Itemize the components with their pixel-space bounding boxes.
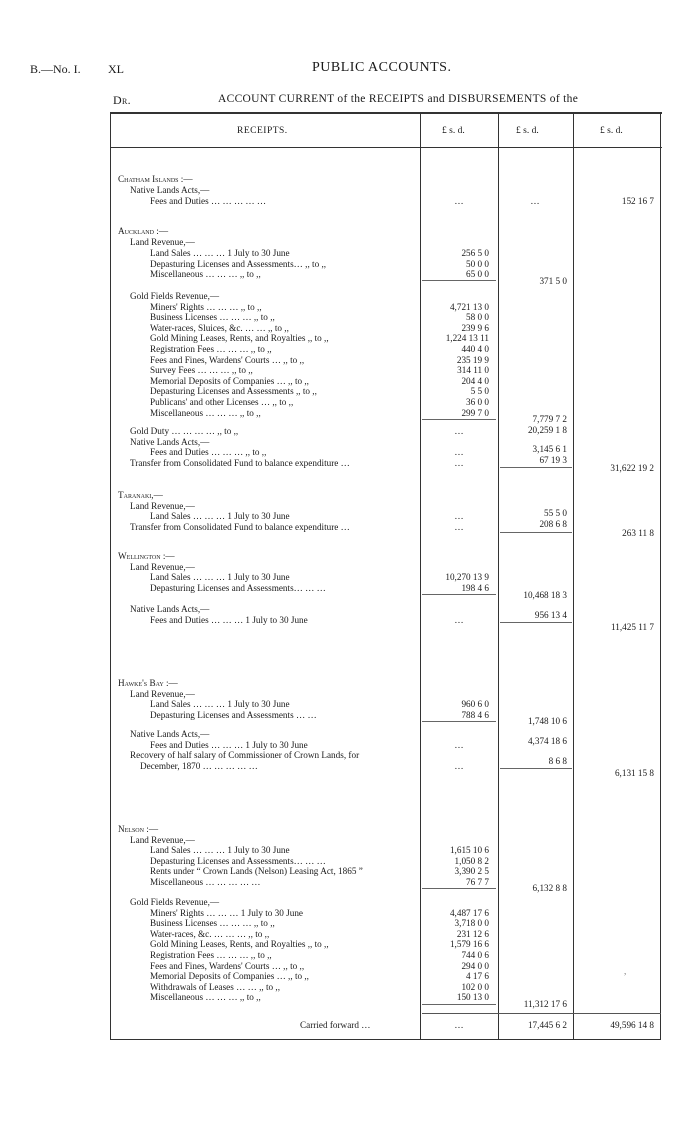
- wellington-lr-label-1: Depasturing Licenses and Assessments… … …: [150, 582, 326, 593]
- running-title: PUBLIC ACCOUNTS.: [312, 60, 452, 75]
- nelson-lr-total: 6,132 8 8: [532, 883, 567, 893]
- nelson-gf-label-8: Miscellaneous … … … ,, to ,,: [150, 992, 261, 1003]
- chatham-subheading: Native Lands Acts,—: [130, 185, 210, 195]
- auckland-gf-amt-0: 4,721 13 0: [449, 301, 489, 312]
- auckland-gf-label-6: Survey Fees … … … ,, to ,,: [150, 365, 253, 376]
- hawkes-lr-label-1: Depasturing Licenses and Assessments … …: [150, 709, 317, 720]
- wellington-native-item: Fees and Duties … … … 1 July to 30 June: [150, 614, 308, 625]
- nelson-lr-amt-2: 3,390 2 5: [454, 866, 489, 877]
- receipts-heading: RECEIPTS.: [237, 126, 288, 136]
- nelson-lr-amt-1: 1,050 8 2: [454, 855, 489, 866]
- hawkes-lr-rule: [422, 721, 496, 722]
- wellington-native-amt: 956 13 4: [534, 610, 567, 620]
- nelson-gf-label-0: Miners' Rights … … … 1 July to 30 June: [150, 907, 303, 918]
- auckland-gf-label-8: Depasturing Licenses and Assessments ,, to ,,: [150, 386, 317, 397]
- taranaki-transfer-amt: 208 6 8: [539, 518, 567, 529]
- taranaki-land-revenue: Land Revenue,—: [130, 500, 195, 511]
- table-right-rule: [660, 112, 661, 1040]
- nelson-heading: Nelson :—: [118, 824, 159, 834]
- wellington-heading: Wellington :—: [118, 551, 175, 561]
- auckland-gf-amt-3: 1,224 13 11: [445, 333, 489, 344]
- auckland-native-c1: …: [454, 447, 464, 458]
- wellington-total-rule: [500, 622, 572, 623]
- nelson-gf-amt-5: 294 0 0: [461, 960, 489, 971]
- auckland-gf-label-2: Water-races, Sluices, &c. … … ,, to ,,: [150, 322, 289, 333]
- taranaki-transfer-c1: …: [454, 521, 464, 532]
- nelson-lr-label-2: Rents under “ Crown Lands (Nelson) Leasing Act, 1865 ”: [150, 866, 363, 877]
- wellington-lr-label-0: Land Sales … … … 1 July to 30 June: [150, 572, 290, 583]
- wellington-land-revenue: Land Revenue,—: [130, 561, 195, 572]
- auckland-land-revenue: Land Revenue,—: [130, 237, 195, 247]
- nelson-lr-label-0: Land Sales … … … 1 July to 30 June: [150, 845, 290, 856]
- col1-heading: £ s. d.: [442, 126, 465, 136]
- auckland-gf-label-4: Registration Fees … … … ,, to ,,: [150, 344, 272, 354]
- carried-forward-c3: 49,596 14 8: [610, 1020, 654, 1030]
- nelson-comma-mark: ,: [624, 966, 627, 976]
- page-number: XL: [108, 62, 124, 76]
- account-title: ACCOUNT CURRENT of the RECEIPTS and DISBURSEMENTS of the: [218, 93, 579, 105]
- auckland-gf-amt-9: 36 0 0: [466, 397, 489, 407]
- hawkes-recovery-c1: …: [454, 760, 464, 771]
- auckland-gf-amt-2: 239 9 6: [461, 322, 489, 333]
- chatham-c2: …: [530, 196, 540, 206]
- hawkes-recovery-amt: 8 6 8: [548, 756, 567, 766]
- taranaki-ls-amt: 55 5 0: [544, 508, 567, 518]
- nelson-gf-label-1: Business Licenses … … … ,, to ,,: [150, 918, 275, 929]
- auckland-gf-label-7: Memorial Deposits of Companies … ,, to ,,: [150, 375, 309, 386]
- auckland-heading: Auckland :—: [118, 226, 169, 236]
- auckland-gf-label-1: Business Licenses … … … ,, to ,,: [150, 312, 275, 323]
- auckland-lr-total: 371 5 0: [539, 276, 567, 286]
- hawkes-total: 6,131 15 8: [614, 768, 654, 778]
- hawkes-lr-amt-0: 960 6 0: [461, 699, 489, 710]
- auckland-gf-amt-8: 5 5 0: [470, 386, 489, 397]
- auckland-transfer-c1: …: [454, 457, 464, 468]
- taranaki-heading: Taranaki,—: [118, 490, 163, 500]
- auckland-transfer: Transfer from Consolidated Fund to balance expenditure …: [130, 457, 350, 468]
- table-bottom-rule: [110, 1039, 661, 1040]
- auckland-gf-label-5: Fees and Fines, Wardens' Courts … ,, to ,,: [150, 354, 305, 365]
- auckland-gf-rule: [422, 419, 496, 420]
- col-rule-2: [498, 112, 499, 1040]
- auckland-gf-label-10: Miscellaneous … … … ,, to ,,: [150, 407, 261, 418]
- nelson-gf-amt-1: 3,718 0 0: [454, 918, 489, 929]
- auckland-total: 31,622 19 2: [610, 463, 654, 473]
- col-rule-3: [573, 112, 574, 1040]
- hawkes-lr-total: 1,748 10 6: [527, 716, 567, 726]
- auckland-gf-amt-7: 204 4 0: [461, 375, 489, 386]
- auckland-gold-duty-c1: …: [454, 426, 464, 436]
- wellington-lr-rule: [422, 594, 496, 595]
- chatham-total: 152 16 7: [621, 196, 654, 206]
- nelson-lr-rule: [422, 888, 496, 889]
- wellington-lr-amt-1: 198 4 6: [461, 582, 489, 593]
- taranaki-transfer: Transfer from Consolidated Fund to balance expenditure …: [130, 521, 350, 532]
- nelson-gf-label-5: Fees and Fines, Wardens' Courts … ,, to ,,: [150, 960, 305, 971]
- nelson-gf-label-7: Withdrawals of Leases … … ,, to ,,: [150, 981, 281, 992]
- carried-forward-rule: [422, 1013, 661, 1014]
- wellington-native-c1: …: [454, 614, 464, 625]
- nelson-gf-amt-3: 1,579 16 6: [449, 939, 489, 950]
- nelson-gf-amt-8: 150 13 0: [456, 992, 489, 1003]
- auckland-gold-duty: Gold Duty … … … … ,, to ,,: [130, 426, 239, 436]
- col2-heading: £ s. d.: [516, 126, 539, 136]
- auckland-gold-duty-amt: 20,259 1 8: [527, 424, 567, 435]
- nelson-gf-amt-7: 102 0 0: [461, 981, 489, 992]
- hawkes-native-c1: …: [454, 739, 464, 750]
- hawkes-native-item: Fees and Duties … … … 1 July to 30 June: [150, 739, 308, 750]
- auckland-lr-amt-1: 50 0 0: [466, 258, 489, 269]
- nelson-gf-label-6: Memorial Deposits of Companies … ,, to ,,: [150, 971, 309, 982]
- hawkes-heading: Hawke's Bay :—: [118, 678, 178, 688]
- auckland-gf-label-3: Gold Mining Leases, Rents, and Royalties ,, to ,,: [150, 333, 329, 344]
- taranaki-total: 263 11 8: [622, 528, 654, 538]
- auckland-gf-amt-6: 314 11 0: [457, 365, 489, 376]
- nelson-gf-total: 11,312 17 6: [523, 999, 567, 1009]
- auckland-native: Native Lands Acts,—: [130, 436, 210, 447]
- nelson-gf-label-2: Water-races, &c. … … … ,, to ,,: [150, 928, 270, 939]
- dr-label: Dr.: [113, 93, 131, 107]
- nelson-lr-label-1: Depasturing Licenses and Assessments… … …: [150, 855, 326, 866]
- nelson-gf-rule: [422, 1004, 496, 1005]
- auckland-gold-fields: Gold Fields Revenue,—: [130, 291, 220, 301]
- nelson-gf-amt-0: 4,487 17 6: [449, 907, 489, 918]
- hawkes-native: Native Lands Acts,—: [130, 729, 210, 739]
- nelson-gf-amt-4: 744 0 6: [461, 950, 489, 960]
- auckland-lr-label-0: Land Sales … … … 1 July to 30 June: [150, 248, 290, 258]
- auckland-lr-label-2: Miscellaneous … … … ,, to ,,: [150, 269, 261, 280]
- nelson-lr-label-3: Miscellaneous … … … … …: [150, 877, 261, 887]
- hawkes-recovery-line1: Recovery of half salary of Commissioner of Crown Lands, for: [130, 750, 360, 761]
- hawkes-lr-label-0: Land Sales … … … 1 July to 30 June: [150, 699, 290, 710]
- hawkes-native-amt: 4,374 18 6: [527, 736, 567, 746]
- auckland-native-item: Fees and Duties … … … ,, to ,,: [150, 447, 267, 458]
- nelson-gf-amt-2: 231 12 6: [456, 928, 489, 939]
- auckland-lr-rule: [422, 280, 496, 281]
- auckland-lr-amt-2: 65 0 0: [466, 269, 489, 280]
- nelson-lr-amt-0: 1,615 10 6: [449, 845, 489, 856]
- chatham-heading: Chatham Islands :—: [118, 174, 193, 184]
- hawkes-total-rule: [500, 768, 572, 769]
- nelson-gold-fields: Gold Fields Revenue,—: [130, 897, 220, 907]
- hawkes-land-revenue: Land Revenue,—: [130, 688, 195, 699]
- taranaki-ls-c1: …: [454, 511, 464, 522]
- auckland-gf-amt-4: 440 4 0: [461, 344, 489, 354]
- auckland-gf-amt-1: 58 0 0: [466, 312, 489, 323]
- auckland-gf-label-9: Publicans' and other Licenses … ,, to ,,: [150, 397, 294, 407]
- nelson-gf-label-4: Registration Fees … … … ,, to ,,: [150, 950, 272, 960]
- auckland-transfer-amt: 67 19 3: [539, 454, 567, 465]
- nelson-land-revenue: Land Revenue,—: [130, 834, 195, 845]
- table-top-rule: [110, 112, 662, 114]
- wellington-lr-total: 10,468 18 3: [523, 590, 567, 600]
- hawkes-lr-amt-1: 788 4 6: [461, 709, 489, 720]
- wellington-total: 11,425 11 7: [611, 622, 654, 632]
- taranaki-total-rule: [500, 532, 572, 533]
- chatham-item: Fees and Duties … … … … …: [150, 196, 267, 206]
- carried-forward-c1: …: [454, 1020, 464, 1030]
- auckland-lr-amt-0: 256 5 0: [461, 248, 489, 258]
- col3-heading: £ s. d.: [600, 126, 623, 136]
- auckland-lr-label-1: Depasturing Licenses and Assessments… ,, to ,,: [150, 258, 327, 269]
- wellington-native: Native Lands Acts,—: [130, 604, 210, 614]
- auckland-gf-amt-10: 299 7 0: [461, 407, 489, 418]
- document-ref: B.—No. I.: [30, 62, 81, 76]
- nelson-lr-amt-3: 76 7 7: [466, 877, 489, 887]
- auckland-total-rule: [500, 467, 572, 468]
- column-head-rule: [110, 147, 662, 148]
- auckland-native-amt: 3,145 6 1: [532, 444, 567, 454]
- nelson-gf-label-3: Gold Mining Leases, Rents, and Royalties ,, to ,,: [150, 939, 329, 950]
- carried-forward-label: Carried forward …: [300, 1020, 371, 1030]
- auckland-gf-amt-5: 235 19 9: [456, 354, 489, 365]
- auckland-gf-total: 7,779 7 2: [532, 414, 567, 424]
- hawkes-recovery-line2: December, 1870 … … … … …: [140, 760, 258, 771]
- col-rule-1: [420, 112, 421, 1040]
- chatham-c1: …: [454, 196, 464, 206]
- taranaki-land-sales: Land Sales … … … 1 July to 30 June: [150, 511, 290, 522]
- nelson-gf-amt-6: 4 17 6: [466, 971, 489, 982]
- carried-forward-c2: 17,445 6 2: [527, 1020, 567, 1030]
- auckland-gf-label-0: Miners' Rights … … … ,, to ,,: [150, 301, 262, 312]
- table-left-rule: [110, 112, 111, 1040]
- wellington-lr-amt-0: 10,270 13 9: [445, 572, 489, 583]
